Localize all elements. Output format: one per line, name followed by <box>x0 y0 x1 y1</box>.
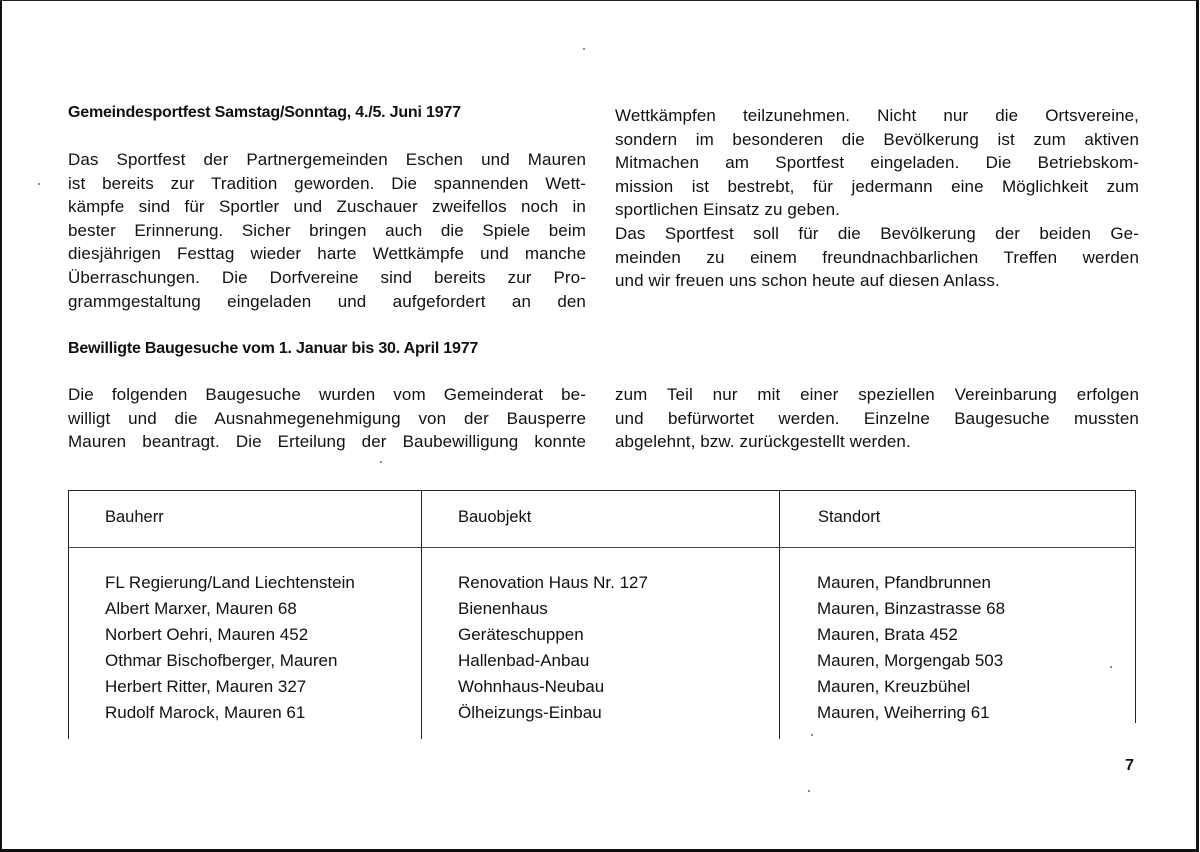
cell-standort: Mauren, Pfandbrunnen <box>817 573 991 592</box>
sportfest-text-right <box>615 104 1139 293</box>
cell-bauherr: Norbert Oehri, Mauren 452 <box>105 625 309 644</box>
text-line: und befürwortet werden. Einzelne Baugesuche mussten <box>615 408 1139 428</box>
page-number: 7 <box>1125 757 1134 774</box>
cell-bauherr: Albert Marxer, Mauren 68 <box>105 599 297 618</box>
baugesuche-table <box>68 490 1136 739</box>
sportfest-text-left <box>68 148 586 313</box>
cell-bauherr: FL Regierung/Land Liechtenstein <box>105 573 355 592</box>
text-line: Die folgenden Baugesuche wurden vom Gemeinderat be- <box>68 385 586 404</box>
scan-speck <box>38 183 40 185</box>
table-header-rule <box>68 547 1136 548</box>
table-divider <box>779 491 780 739</box>
text-line: kämpfe sind für Sportler und Zuschauer zweifellos noch in <box>68 197 586 217</box>
cell-standort: Mauren, Kreuzbühel <box>817 677 971 696</box>
text-line: ist bereits zur Tradition geworden. Die spannenden Wett- <box>68 173 586 193</box>
text-line: Überraschungen. Die Dorfvereine sind bereits zur Pro- <box>68 267 586 287</box>
table-border-right <box>1135 491 1136 723</box>
scan-speck <box>1110 666 1112 668</box>
text-line: abgelehnt, bzw. zurückgestellt werden. <box>615 432 911 452</box>
cell-standort: Mauren, Morgengab 503 <box>817 651 1004 670</box>
text-line: bester Erinnerung. Sicher bringen auch die Spiele beim <box>68 220 586 240</box>
cell-bauobjekt: Renovation Haus Nr. 127 <box>458 573 648 592</box>
text-line: Das Sportfest soll für die Bevölkerung der beiden Ge- <box>615 223 1139 243</box>
text-line: meinden zu einem freundnachbarlichen Treffen werden <box>615 247 1139 267</box>
text-line: Das Sportfest der Partnergemeinden Eschen und Mauren <box>68 150 586 169</box>
column-header-standort: Standort <box>818 508 881 526</box>
table-border-left <box>68 491 69 739</box>
baugesuche-text-left <box>68 383 586 454</box>
cell-bauobjekt: Hallenbad-Anbau <box>458 651 590 670</box>
text-line: Mauren beantragt. Die Erteilung der Baubewilligung konnte <box>68 432 586 452</box>
sportfest-heading: Gemeindesportfest Samstag/Sonntag, 4./5. Juni 1977 <box>68 104 461 121</box>
cell-standort: Mauren, Binzastrasse 68 <box>817 599 1006 618</box>
cell-bauobjekt: Bienenhaus <box>458 599 548 618</box>
cell-bauobjekt: Ölheizungs-Einbau <box>458 703 602 722</box>
baugesuche-heading: Bewilligte Baugesuche vom 1. Januar bis 30. April 1977 <box>68 340 479 357</box>
text-line: Wettkämpfen teilzunehmen. Nicht nur die Ortsvereine, <box>615 106 1139 125</box>
scan-speck <box>811 734 813 736</box>
text-line: und wir freuen uns schon heute auf diesen Anlass. <box>615 271 1000 291</box>
cell-standort: Mauren, Weiherring 61 <box>817 703 990 722</box>
column-header-bauobjekt: Bauobjekt <box>458 508 532 526</box>
cell-standort: Mauren, Brata 452 <box>817 625 958 644</box>
text-line: zum Teil nur mit einer speziellen Vereinbarung erfolgen <box>615 385 1139 404</box>
text-line: grammgestaltung eingeladen und aufgefordert an den <box>68 291 586 311</box>
cell-bauobjekt: Wohnhaus-Neubau <box>458 677 605 696</box>
scan-speck <box>583 48 585 50</box>
text-line: sondern im besonderen die Bevölkerung ist zum aktiven <box>615 129 1139 149</box>
column-header-bauherr: Bauherr <box>105 508 164 526</box>
cell-bauherr: Rudolf Marock, Mauren 61 <box>105 703 306 722</box>
baugesuche-text-right <box>615 383 1139 454</box>
cell-bauobjekt: Geräteschuppen <box>458 625 584 644</box>
cell-bauherr: Othmar Bischofberger, Mauren <box>105 651 338 670</box>
text-line: diesjährigen Festtag wieder harte Wettkämpfe und manche <box>68 244 586 264</box>
scan-speck <box>808 790 810 792</box>
cell-bauherr: Herbert Ritter, Mauren 327 <box>105 677 307 696</box>
table-divider <box>421 491 422 739</box>
text-line: mission ist bestrebt, für jedermann eine Möglichkeit zum <box>615 176 1139 196</box>
text-line: Mitmachen am Sportfest eingeladen. Die Betriebskom- <box>615 153 1139 173</box>
scan-speck <box>380 461 382 463</box>
text-line: willigt und die Ausnahmegenehmigung von der Bausperre <box>68 408 586 428</box>
text-line: sportlichen Einsatz zu geben. <box>615 200 840 220</box>
